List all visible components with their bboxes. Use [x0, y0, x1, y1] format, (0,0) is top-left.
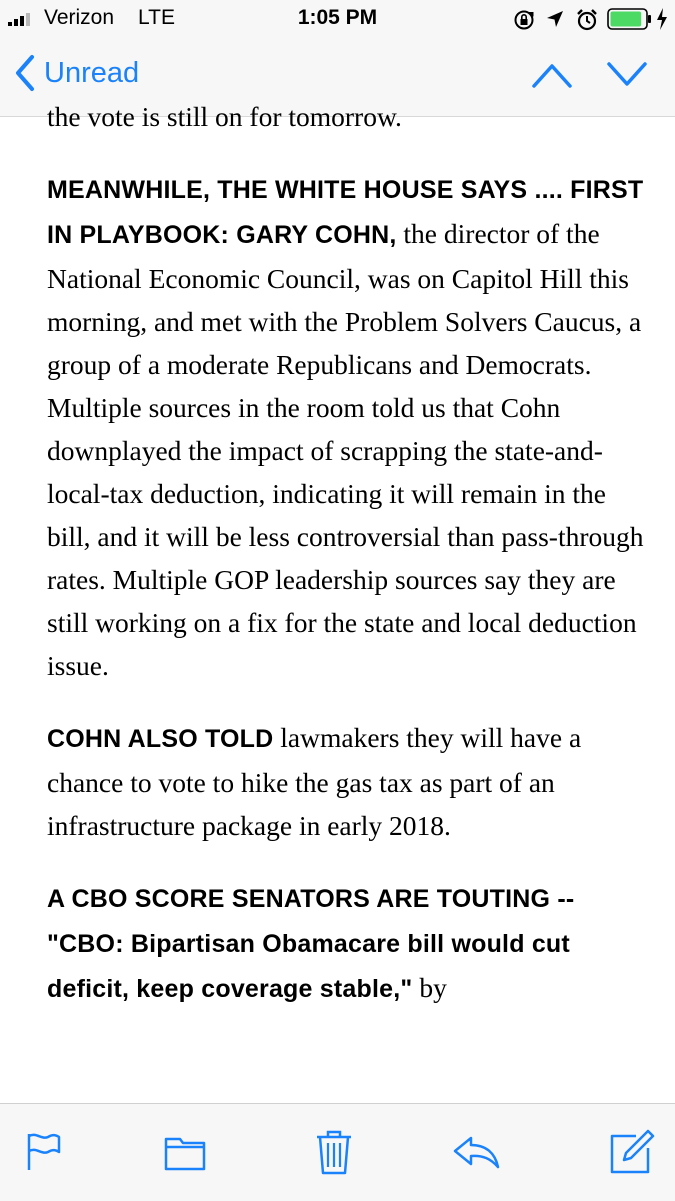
orientation-lock-icon — [513, 9, 535, 31]
paragraph-lead: COHN ALSO TOLD — [47, 725, 274, 753]
back-label: Unread — [44, 56, 140, 89]
message-body[interactable] — [0, 101, 675, 1103]
paragraph-lead: MEANWHILE, THE WHITE HOUSE SAYS .... FIRST IN PLAYBOOK: GARY COHN, — [47, 176, 644, 249]
alarm-icon — [575, 8, 599, 32]
paragraph-fragment: the vote is still on for tomorrow. — [47, 101, 402, 132]
paragraph — [47, 167, 647, 687]
paragraph-body: the director of the National Economic Council, was on Capitol Hill this morning, and met with the Problem Solvers Caucus, a group of a moderate Republicans and Democrats. Multiple sources in the room told us that Cohn downplayed the impact of scrapping the state-and-local-tax deduction, indicating it will remain in the bill, and it will be less controversial than pass-through rates. Multiple GOP leadership sources say they are still working on a fix for the state and local deduction issue. — [47, 218, 644, 681]
paragraph-body: lawmakers they will have a chance to vote to hike the gas tax as part of an infrastructure package in early 2018. — [47, 722, 582, 841]
paragraph-body: by — [419, 972, 447, 1003]
battery-icon — [607, 8, 653, 30]
network-type: LTE — [138, 6, 175, 29]
article — [47, 95, 647, 1040]
location-icon — [546, 10, 564, 28]
move-to-folder-button[interactable] — [164, 1135, 206, 1176]
trash-icon — [315, 1129, 353, 1175]
bottom-toolbar — [0, 1103, 675, 1201]
reply-icon — [451, 1134, 501, 1170]
reply-button[interactable] — [451, 1134, 501, 1175]
compose-icon — [608, 1128, 656, 1176]
chevron-up-icon — [530, 58, 574, 92]
paragraph — [47, 716, 647, 847]
folder-icon — [164, 1135, 206, 1171]
flag-icon — [26, 1132, 62, 1172]
trash-button[interactable] — [315, 1129, 353, 1180]
paragraph — [47, 876, 647, 1011]
status-time: 1:05 PM — [297, 6, 378, 29]
chevron-left-icon — [14, 54, 36, 92]
carrier-name: Verizon — [44, 6, 115, 29]
charging-icon — [656, 8, 668, 30]
paragraph-lead: A CBO SCORE SENATORS ARE TOUTING -- "CBO: Bipartisan Obamacare bill would cut deficit, keep coverage stable," — [47, 885, 575, 1003]
previous-message-button[interactable] — [530, 58, 574, 92]
chevron-down-icon — [605, 58, 649, 92]
back-button[interactable] — [14, 54, 139, 92]
flag-button[interactable] — [26, 1132, 62, 1177]
next-message-button[interactable] — [605, 58, 649, 92]
compose-button[interactable] — [608, 1128, 656, 1181]
status-bar — [0, 0, 675, 38]
